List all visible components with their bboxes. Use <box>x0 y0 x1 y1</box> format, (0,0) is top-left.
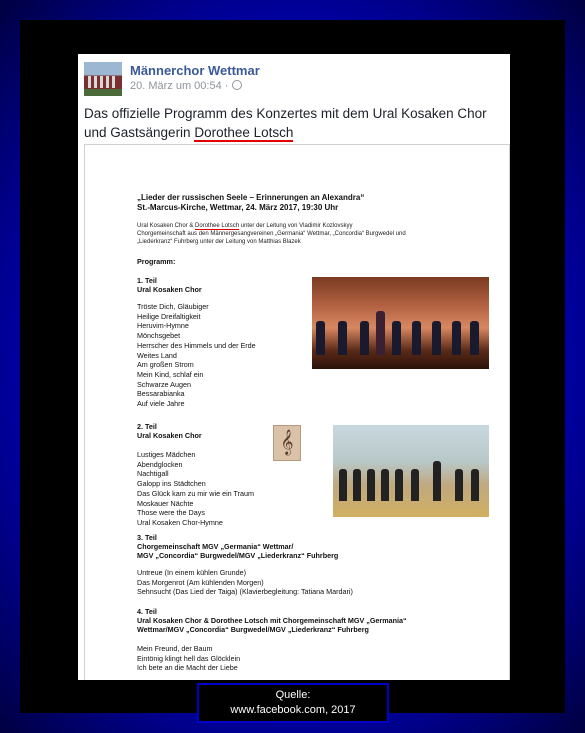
part2-title: 2. Teil <box>137 422 157 431</box>
concert-photo-stage <box>312 277 489 369</box>
song-item: Galopp ins Städtchen <box>137 479 206 489</box>
song-item: Eintönig klingt hell das Glöcklein <box>137 653 241 663</box>
part4-subtitle-1: Ural Kosaken Chor & Dorothee Lotsch mit Chorgemeinschaft MGV „Germania“ <box>137 616 407 625</box>
part4-subtitle-2: Wettmar/MGV „Concordia“ Burgwedel/MGV „Liederkranz“ Fuhrberg <box>137 625 369 634</box>
part3-title: 3. Teil <box>137 533 157 542</box>
part4-song-list <box>137 644 240 673</box>
intro-line-1 <box>137 222 467 230</box>
song-item: Mein Freund, der Baum <box>137 644 213 653</box>
caption-line-1: Quelle: <box>275 689 311 701</box>
song-item: Heilige Dreifaltigkeit <box>137 311 201 321</box>
song-item: Those were the Days <box>137 508 205 518</box>
song-item: Moskauer Nächte <box>137 498 194 508</box>
part4-heading <box>137 607 407 634</box>
part3-subtitle-1: Chorgemeinschaft MGV „Germania“ Wettmar/ <box>137 542 294 551</box>
song-item: Mönchsgebet <box>137 331 181 341</box>
post-text-body: Das offizielle Programm des Konzertes mit dem Ural Kosaken Chor und Gastsängerin <box>84 106 487 140</box>
part1-heading <box>137 276 202 294</box>
song-item: Auf viele Jahre <box>137 399 185 409</box>
part1-subtitle: Ural Kosaken Chor <box>137 285 202 294</box>
intro-line-3: „Liederkranz“ Fuhrberg unter der Leitung von Matthias Blazek <box>137 239 301 245</box>
part3-heading <box>137 533 338 560</box>
timestamp-text: 20. März um 00:54 · <box>130 80 232 92</box>
song-item: Heruvim-Hymne <box>137 321 189 331</box>
document-title <box>137 193 364 213</box>
post-text <box>84 104 508 142</box>
part4-title: 4. Teil <box>137 607 157 616</box>
part1-song-list <box>137 302 256 409</box>
facebook-post-card <box>78 54 510 680</box>
song-item: Bessarabianka <box>137 389 185 399</box>
song-item: Das Glück kam zu mir wie ein Traum <box>137 488 255 498</box>
post-timestamp[interactable] <box>130 80 242 92</box>
song-item: Am großen Strom <box>137 360 194 370</box>
choir-photo <box>333 425 489 517</box>
song-item: Ural Kosaken Chor-Hymne <box>137 517 223 527</box>
song-item: Lustiges Mädchen <box>137 450 196 459</box>
globe-icon <box>232 80 242 90</box>
caption-line-2: www.facebook.com, 2017 <box>230 704 356 716</box>
source-caption <box>197 683 389 723</box>
song-item: Ich bete an die Macht der Liebe <box>137 663 238 673</box>
page-name-link[interactable]: Männerchor Wettmar <box>130 63 260 78</box>
song-item: Sehnsucht (Das Lied der Taiga) (Klavierbegleitung: Tatiana Mardari) <box>137 587 353 597</box>
intro-a: Ural Kosaken Chor & <box>137 223 196 229</box>
page-avatar[interactable] <box>84 62 122 96</box>
song-item: Untreue (In einem kühlen Grunde) <box>137 568 247 577</box>
song-item: Mein Kind, schlaf ein <box>137 369 204 379</box>
part2-heading <box>137 422 202 440</box>
part1-title: 1. Teil <box>137 276 157 285</box>
treble-clef-icon: 𝄞 <box>273 425 301 461</box>
title-line-1: „Lieder der russischen Seele – Erinnerungen an Alexandra“ <box>137 193 365 202</box>
song-item: Herrscher des Himmels und der Erde <box>137 340 256 350</box>
part3-song-list <box>137 568 353 597</box>
highlighted-name[interactable]: Dorothee Lotsch <box>194 125 294 140</box>
song-item: Tröste Dich, Gläubiger <box>137 302 209 311</box>
programm-label: Programm: <box>137 257 176 266</box>
intro-line-2: Chorgemeinschaft aus den Männergesangvereinen „Germania“ Wettmar, „Concordia“ Burgwedel und <box>137 231 406 237</box>
song-item: Abendglocken <box>137 459 183 469</box>
part3-subtitle-2: MGV „Concordia“ Burgwedel/MGV „Liederkranz“ Fuhrberg <box>137 551 339 560</box>
part2-subtitle: Ural Kosaken Chor <box>137 431 202 440</box>
intro-b: unter der Leitung von Vladimir Kozlovskyy <box>239 223 353 229</box>
program-document-image[interactable] <box>84 144 510 680</box>
intro-name: Dorothee Lotsch <box>195 223 240 229</box>
song-item: Weites Land <box>137 350 177 360</box>
song-item: Das Morgenrot (Am kühlenden Morgen) <box>137 577 264 587</box>
title-line-2: St.-Marcus-Kirche, Wettmar, 24. März 2017, 19:30 Uhr <box>137 203 339 212</box>
song-item: Nachtigall <box>137 469 169 479</box>
document-intro <box>137 222 467 246</box>
part2-song-list <box>137 450 254 528</box>
song-item: Schwarze Augen <box>137 379 191 389</box>
